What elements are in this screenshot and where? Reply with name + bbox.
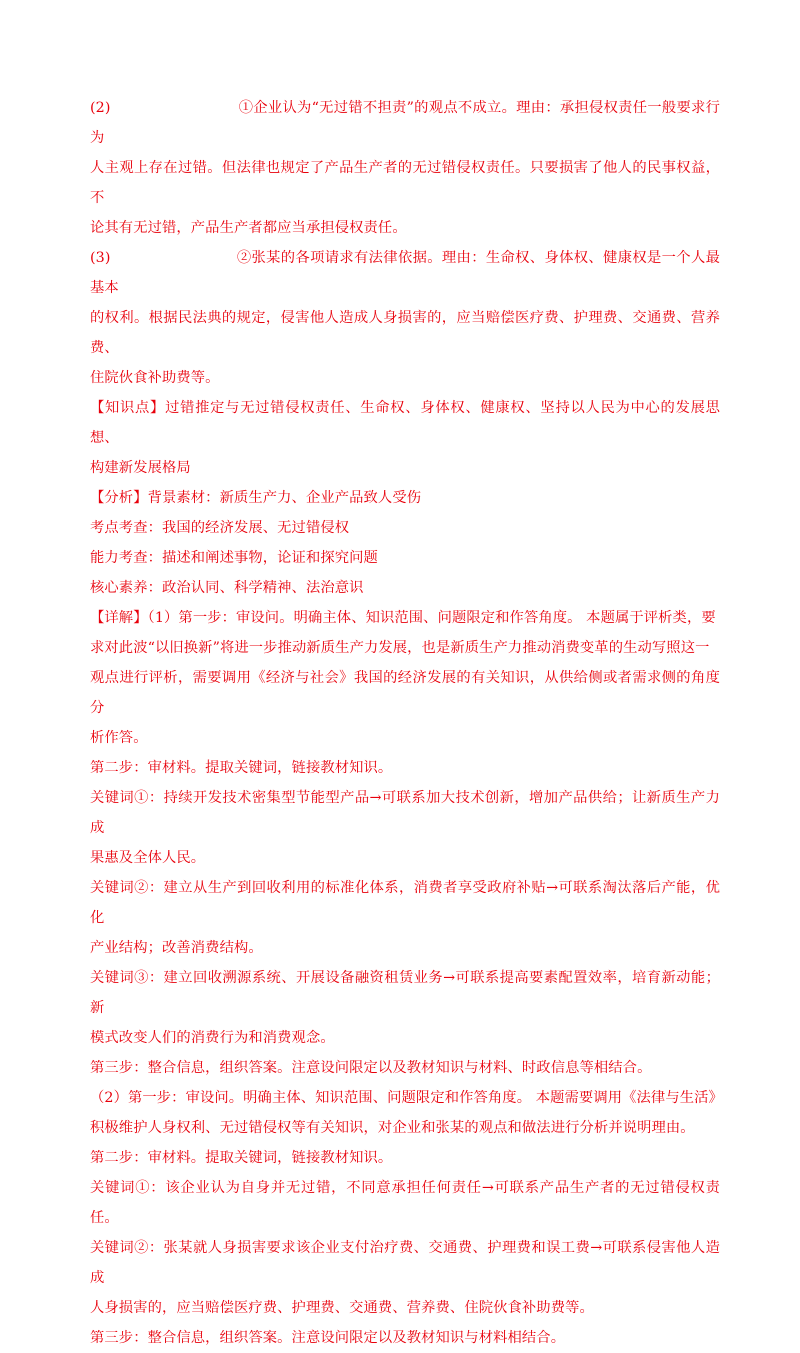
detail-1-line-1: 【详解】（1）第一步：审设问。明确主体、知识范围、问题限定和作答角度。 本题属于评析类，要 [90,610,716,626]
detail-2-keyword-1: 关键词①：该企业认为自身并无过错，不同意承担任何责任→可联系产品生产者的无过错侵权责任。 [90,1180,720,1226]
detail-2-line-2: 积极维护人身权利、无过错侵权等有关知识，对企业和张某的观点和做法进行分析并说明理由。 [90,1120,695,1136]
answer-3-text-1: ②张某的各项请求有法律依据。理由：生命权、身体权、健康权是一个人最基本 [90,250,720,296]
answer-2-line-1 [90,93,720,153]
detail-1-step-3: 第三步：整合信息，组织答案。注意设问限定以及教材知识与材料、时政信息等相结合。 [90,1060,652,1076]
knowledge-point-line-2: 构建新发展格局 [90,460,191,476]
detail-2-line-1: （2）第一步：审设问。明确主体、知识范围、问题限定和作答角度。 本题需要调用《法律与生活》 [90,1090,723,1106]
detail-1-keyword-1-line-2: 果惠及全体人民。 [90,850,206,866]
detail-1-line-4: 析作答。 [90,730,148,746]
answer-3-line-1 [90,243,720,303]
answer-3-line-2: 的权利。根据民法典的规定，侵害他人造成人身损害的，应当赔偿医疗费、护理费、交通费、营养费、 [90,310,720,356]
detail-1-line-2: 求对此波“以旧换新”将进一步推动新质生产力发展，也是新质生产力推动消费变革的生动写照这一 [90,640,710,656]
answer-2-number: (2) [90,100,111,116]
knowledge-point-line-1: 【知识点】过错推定与无过错侵权责任、生命权、身体权、健康权、坚持以人民为中心的发展思想、 [90,400,720,446]
analysis-background: 【分析】背景素材：新质生产力、企业产品致人受伤 [90,490,422,506]
detail-1-keyword-3-line-2: 模式改变人们的消费行为和消费观念。 [90,1030,335,1046]
detail-2-step-3: 第三步：整合信息，组织答案。注意设问限定以及教材知识与材料相结合。 [90,1330,566,1346]
answer-2-text-1: ①企业认为“无过错不担责”的观点不成立。理由：承担侵权责任一般要求行为 [90,100,720,146]
answer-2-line-2: 人主观上存在过错。但法律也规定了产品生产者的无过错侵权责任。只要损害了他人的民事权益，不 [90,160,720,206]
answer-3-number: (3) [90,250,111,266]
answer-document [90,93,723,1353]
analysis-ability: 能力考查：描述和阐述事物，论证和探究问题 [90,550,378,566]
analysis-core-literacy: 核心素养：政治认同、科学精神、法治意识 [90,580,364,596]
detail-1-step-2: 第二步：审材料。提取关键词，链接教材知识。 [90,760,393,776]
detail-2-keyword-2-line-2: 人身损害的，应当赔偿医疗费、护理费、交通费、营养费、住院伙食补助费等。 [90,1300,594,1316]
answer-2-line-3: 论其有无过错，产品生产者都应当承担侵权责任。 [90,220,407,236]
analysis-exam-points: 考点考查：我国的经济发展、无过错侵权 [90,520,350,536]
detail-1-keyword-1-line-1: 关键词①：持续开发技术密集型节能型产品→可联系加大技术创新，增加产品供给；让新质生产力成 [90,790,720,836]
detail-1-keyword-2-line-1: 关键词②：建立从生产到回收利用的标准化体系，消费者享受政府补贴→可联系淘汰落后产能，优化 [90,880,720,926]
detail-1-keyword-2-line-2: 产业结构；改善消费结构。 [90,940,263,956]
answer-3-line-3: 住院伙食补助费等。 [90,370,220,386]
detail-1-line-3: 观点进行评析，需要调用《经济与社会》我国的经济发展的有关知识，从供给侧或者需求侧的角度分 [90,670,720,716]
detail-1-keyword-3-line-1: 关键词③：建立回收溯源系统、开展设备融资租赁业务→可联系提高要素配置效率，培育新动能；新 [90,970,720,1016]
detail-2-keyword-2-line-1: 关键词②：张某就人身损害要求该企业支付治疗费、交通费、护理费和误工费→可联系侵害他人造成 [90,1240,720,1286]
detail-2-step-2: 第二步：审材料。提取关键词，链接教材知识。 [90,1150,393,1166]
